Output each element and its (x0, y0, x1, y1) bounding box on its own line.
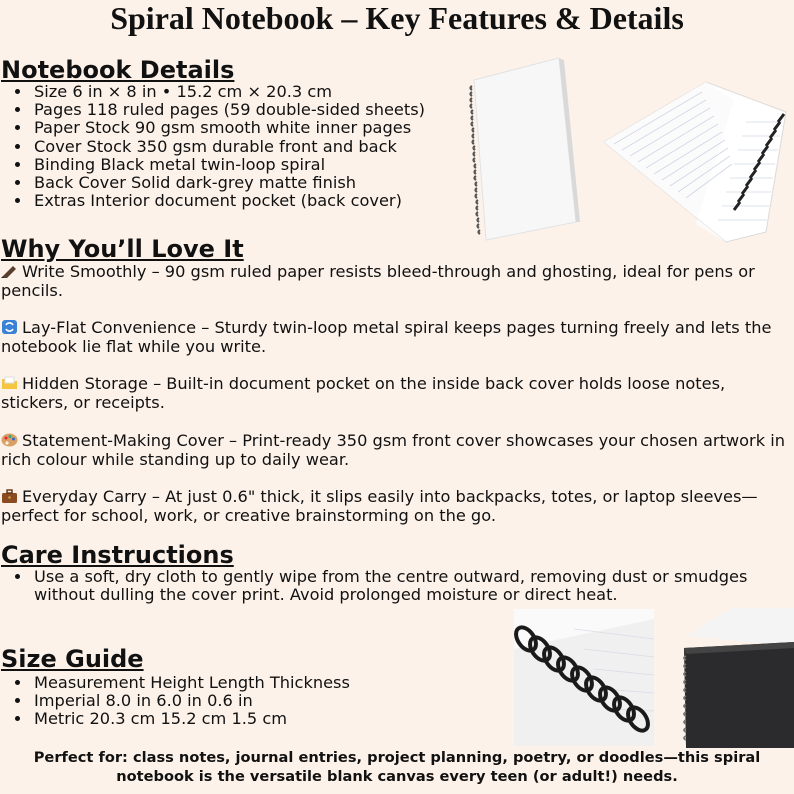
care-heading: Care Instructions (1, 541, 234, 569)
briefcase-icon (1, 489, 18, 503)
feature-write-smoothly: Write Smoothly – 90 gsm ruled paper resists bleed-through and ghosting, ideal for pens or pencils. (1, 262, 755, 300)
list-item: • Metric 20.3 cm 15.2 cm 1.5 cm (32, 710, 350, 728)
list-item: • Extras Interior document pocket (back cover) (32, 192, 425, 210)
notebook-photo-closed-and-open (464, 52, 794, 244)
list-item: • Size 6 in × 8 in • 15.2 cm × 20.3 cm (32, 83, 425, 101)
list-item: • Use a soft, dry cloth to gently wipe from the centre outward, removing dust or smudges without dulling the cover print. Avoid prolonged moisture or direct heat. (32, 568, 794, 604)
notebook-details-list (0, 83, 425, 210)
page-title: Spiral Notebook – Key Features & Details (110, 0, 684, 36)
list-item: • Measurement Height Length Thickness (32, 674, 350, 692)
pencil-icon (1, 264, 18, 278)
feature-everyday-carry: Everyday Carry – At just 0.6" thick, it slips easily into backpacks, totes, or laptop sleeves—perfect for school, work, or creative brainstorming on the go. (1, 487, 758, 525)
why-heading: Why You’ll Love It (1, 235, 244, 263)
size-guide-list (0, 674, 350, 729)
footer-tagline: Perfect for: class notes, journal entries, project planning, poetry, or doodles—this spiral notebook is the versatile blank canvas every teen (or adult!) needs. (33, 749, 761, 785)
list-item: • Imperial 8.0 in 6.0 in 0.6 in (32, 692, 350, 710)
list-item: • Back Cover Solid dark-grey matte finish (32, 174, 425, 192)
size-guide-heading: Size Guide (1, 645, 144, 673)
folder-icon (1, 376, 18, 390)
back-cover-photo (672, 606, 794, 748)
feature-statement-cover: Statement-Making Cover – Print-ready 350 gsm front cover showcases your chosen artwork in rich colour while standing up to daily wear. (1, 431, 785, 469)
list-item: • Cover Stock 350 gsm durable front and back (32, 138, 425, 156)
notebook-details-heading: Notebook Details (1, 56, 235, 84)
care-list (0, 568, 794, 604)
list-item: • Paper Stock 90 gsm smooth white inner pages (32, 119, 425, 137)
list-item: • Binding Black metal twin-loop spiral (32, 156, 425, 174)
feature-lay-flat: Lay-Flat Convenience – Sturdy twin-loop metal spiral keeps pages turning freely and lets the notebook lie flat while you write. (1, 318, 772, 356)
list-item: • Pages 118 ruled pages (59 double-sided sheets) (32, 101, 425, 119)
palette-icon (1, 433, 18, 447)
feature-hidden-storage: Hidden Storage – Built-in document pocket on the inside back cover holds loose notes, stickers, or receipts. (1, 374, 726, 412)
spiral-closeup-photo (514, 609, 654, 746)
arrows-cycle-icon (1, 320, 18, 334)
